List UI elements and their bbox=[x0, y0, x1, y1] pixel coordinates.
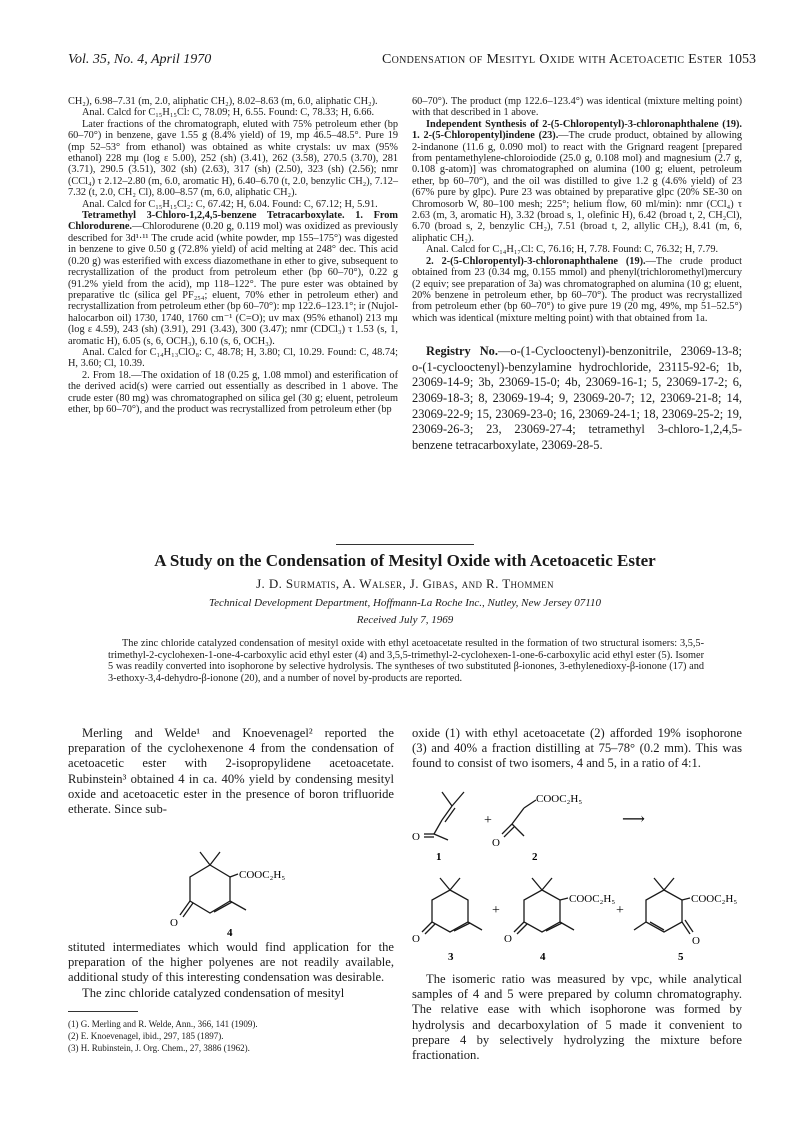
compound-number-3: 3 bbox=[448, 951, 454, 963]
double-bond bbox=[445, 808, 455, 822]
body-right-column-top bbox=[412, 726, 742, 772]
double-bond bbox=[214, 902, 232, 912]
journal-citation: Vol. 35, No. 4, April 1970 bbox=[68, 52, 212, 67]
article-affiliation: Technical Development Department, Hoffmann-La Roche Inc., Nutley, New Jersey 07110 bbox=[209, 597, 601, 609]
paragraph: Merling and Welde¹ and Knoevenagel² reported the preparation of the cyclohexenone 4 from the condensation of acetoacetic ester with 2-isopropylidene acetoacetate. Rubinstein³ obtained 4 in ca. 40% yield by condensing mesityl oxide and acetoacetic ester in the presence of boron trifluoride etherate. Since sub- bbox=[68, 726, 394, 817]
ring-bond bbox=[432, 890, 468, 932]
page-number: 1053 bbox=[728, 52, 756, 67]
registry-paragraph bbox=[412, 344, 742, 453]
paragraph-text: —The crude product obtained from 23 (0.34 mg, 0.155 mmol) and phenyl(trichloromethyl)mercury (2 equiv; see preparation of 3a) was chromatographed on alumina (10 g; eluent, 20% benzene in petroleum ether, bp 60–70°). The product was recrystallized from petroleum ether (bp 60–70°) to give pure 19 (20 mg, 49%, mp 51–52.5°) which was identical (mixture melting point) with that obtained from 1a. bbox=[412, 255, 743, 324]
footnote-divider bbox=[68, 1011, 138, 1012]
bond bbox=[434, 834, 448, 840]
ester-bond bbox=[682, 898, 690, 900]
previous-article-right-column bbox=[412, 96, 742, 453]
reaction-scheme bbox=[412, 790, 742, 970]
oxygen-label: O bbox=[412, 831, 420, 843]
double-bond bbox=[442, 806, 452, 820]
ester-bond bbox=[524, 800, 536, 808]
methyl-bond bbox=[542, 878, 552, 890]
section-heading: Independent Synthesis of 2-(5-Chloropentyl)-3-chloronaphthalene (19). 1. 2-(5-Chloropentyl)indene (23). bbox=[412, 118, 742, 142]
paragraph: CH₂), 6.98–7.31 (m, 2.0, aliphatic CH₂), 8.02–8.63 (m, 6.0, aliphatic CH₂). bbox=[68, 96, 378, 107]
paragraph: 2. From 18.—The oxidation of 18 (0.25 g, 1.08 mmol) and esterification of the derived acid(s) were carried out essentially as described in 1 above. The crude ester (80 mg) was chromatographed on silica gel (30 g; eluent, petroleum ether, bp 60–70°), and the product was recrystallized from petroleum ether (bp bbox=[68, 369, 398, 415]
reaction-arrow: ⟶ bbox=[622, 811, 645, 828]
registry-heading: Registry No. bbox=[426, 344, 498, 359]
methyl-bond bbox=[450, 878, 460, 890]
methyl-bond bbox=[634, 922, 646, 930]
carbonyl-bond bbox=[425, 924, 435, 934]
paragraph: Later fractions of the chromatograph, eluted with 75% petroleum ether (bp 60–70°) in benzene, gave 1.55 g (8.4% yield) of 19, mp 46.5–48.5°. Pure 19 (mp 52–53° from ethanol) was obtained as white crystals: uv max (95% ethanol) 228 mμ (log ε 5.00), 252 (sh) (3.41), 262 (3.58), 270.5 (3.70), 281 (3.71), 290.5 (3.51), 302 (sh) (2.63), 317 (sh) (2.50), 323 (sh) (2.56); nmr (CCl₄) τ 2.12–2.80 (m, 6.0, aromatic H), 6.40–6.70 (t, 2.0, benzylic CH₂), 7.12–7.32 (t, 2.0, CH₂ Cl), 8.00–8.57 (m, 6.0, aliphatic CH₂). bbox=[68, 118, 398, 199]
section-heading: Tetramethyl 3-Chloro-1,2,4,5-benzene Tetracarboxylate. 1. From Chlorodurene. bbox=[68, 210, 398, 233]
carbonyl-bond bbox=[514, 922, 524, 932]
methyl-bond bbox=[664, 878, 674, 890]
ester-label: COOC₂H₅ bbox=[239, 869, 286, 881]
oxygen-label: O bbox=[170, 917, 178, 929]
compound-number-4: 4 bbox=[227, 927, 233, 939]
running-title: Condensation of Mesityl Oxide with Acetoacetic Ester bbox=[382, 52, 723, 67]
oxygen-label: O bbox=[412, 933, 420, 945]
running-header bbox=[68, 52, 756, 74]
ester-label: COOC₂H₅ bbox=[569, 893, 616, 905]
structure-4 bbox=[160, 850, 320, 940]
ring-bond bbox=[646, 890, 682, 932]
paragraph bbox=[68, 210, 398, 347]
carbonyl-bond bbox=[180, 901, 190, 915]
registry-text: —o-(1-Cyclooctenyl)-benzonitrile, 23069-13-8; o-(1-cyclooctenyl)-benzylamine hydrochloride, 23115-92-6; 1b, 23069-14-9; 3b, 23069-15-0; 4b, 23069-16-1; 5, 23069-17-2; 6, 23069-18-3; 8, 23069-19-4; 9, 23069-20-7; 12, 23069-21-8; 14, 23069-22-9; 15, 23069-23-0; 16, 23069-24-1; 18, 23069-25-2; 19, 23069-26-3; 23, 23069-27-4; tetramethyl 3-chloro-1,2,4,5-benzene tetracarboxylate, 23069-28-5. bbox=[412, 344, 742, 452]
analysis-paragraph: Anal. Calcd for C₁₄H₁₃ClO₈: C, 48.78; H, 3.80; Cl, 10.29. Found: C, 48.74; H, 3.60; Cl, 10.39. bbox=[68, 346, 398, 370]
methyl-bond bbox=[654, 878, 664, 890]
paragraph bbox=[412, 119, 742, 244]
abstract: The zinc chloride catalyzed condensation of mesityl oxide with ethyl acetoacetate resulted in the formation of two structural isomers: 3,5,5-trimethyl-2-cyclohexen-1-one-4-carboxylic acid ethyl ester (4) and 3,5,5-trimethyl-2-cyclohexen-1-one-6-carboxylic acid ethyl ester (5). Isomer 5 was readily converted into isophorone by selective hydrolysis. The syntheses of two substituted β-ionones, 3-ethylenedioxy-β-ionone (17) and 3-ethoxy-3,4-dehydro-β-ionone (20), and a number of novel by-products are reported. bbox=[108, 638, 704, 684]
bond bbox=[512, 808, 524, 824]
carbonyl-bond bbox=[422, 922, 432, 932]
carbonyl-bond bbox=[685, 920, 693, 932]
plus-sign: + bbox=[616, 903, 624, 918]
body-left-column-bottom bbox=[68, 940, 394, 1001]
section-heading: 2. 2-(5-Chloropentyl)-3-chloronaphthalene (19). bbox=[426, 255, 646, 267]
compound-number-4: 4 bbox=[540, 951, 546, 963]
bond bbox=[512, 824, 524, 836]
article-title: A Study on the Condensation of Mesityl Oxide with Acetoacetic Ester bbox=[154, 551, 656, 570]
article-authors: J. D. Surmatis, A. Walser, J. Gibas, and R. Thommen bbox=[256, 576, 554, 591]
paragraph: The zinc chloride catalyzed condensation of mesityl bbox=[82, 985, 345, 1000]
methyl-bond bbox=[210, 852, 220, 865]
ester-bond bbox=[560, 898, 568, 900]
compound-number-2: 2 bbox=[532, 851, 538, 863]
bond bbox=[434, 820, 442, 834]
carbonyl-bond bbox=[682, 922, 690, 934]
ester-bond bbox=[230, 874, 238, 877]
section-divider bbox=[336, 544, 474, 545]
paragraph: 60–70°). The product (mp 122.6–123.4°) was identical (mixture melting point) with that described in 1 above. bbox=[412, 96, 742, 119]
oxygen-label: O bbox=[504, 933, 512, 945]
analysis-paragraph: Anal. Calcd for C₁₅H₁₅Cl: C, 78.09; H, 6.55. Found: C, 78.33; H, 6.66. bbox=[82, 107, 375, 119]
carbonyl-bond bbox=[183, 903, 193, 917]
paragraph bbox=[412, 256, 742, 324]
methyl-bond bbox=[468, 922, 482, 930]
footnote: (1) G. Merling and R. Welde, Ann., 366, 141 (1909). bbox=[68, 1019, 258, 1029]
double-bond bbox=[546, 923, 562, 931]
methyl-bond bbox=[560, 922, 574, 930]
ring-bond bbox=[524, 890, 560, 932]
paragraph-text: —The crude product, obtained by allowing 2-indanone (11.6 g, 0.090 mol) to react with the Grignard reagent [prepared from pentamethylene-chloroiodide (25.0 g, 0.108 mol) and magnesium (2.7 g, 0.108 g-atom)] was chromatographed on alumina (100 g; eluent, petroleum ether, bp 60–70°), and the oil was distilled to give 1.2 g (4.6% yield) of 23 (67% pure by glpc). Pure 23 was obtained by preparative glpc (20% SE-30 on Chromosorb W, 80–100 mesh; 225°; helium flow, 60 ml/min): nmr (CCl₄) τ 2.63 (m, 3, aromatic H), 3.32 (broad s, 1, olefinic H), 6.42 (broad t, 2, CH₂Cl), 6.70 (broad s, 2, benzylic CH₂), 7.51 (broad t, 2, allylic CH₂), 8.41 (m, 6, aliphatic CH₂). bbox=[412, 130, 742, 244]
bond bbox=[452, 792, 464, 806]
oxygen-label: O bbox=[492, 837, 500, 849]
compound-number-5: 5 bbox=[678, 951, 684, 963]
bond bbox=[442, 792, 452, 806]
paragraph-text: —Chlorodurene (0.20 g, 0.119 mol) was oxidized as previously described for 3d¹·¹¹ The crude acid (white powder, mp 155–175°) was digested in benzene to give 0.50 g (72.8% yield) of acid melting at 248° dec. This acid (0.20 g) was esterified with excess diazomethane in ether to give, subsequent to recrystallization of the product from petroleum ether (bp 60–70°), 0.22 g (91.2% yield from the acid), mp 118–122°. The pure ester was obtained by preparative tlc (silica gel PF₂₅₄; eluent, 70% ether in petroleum ether) and recrystallization from petroleum ether (bp 60–70°): mp 122.6–123.1°; ir (Nujol-halocarbon oil) 1730, 1740, 1760 cm⁻¹ (C=O); uv max (95% ethanol) 213 mμ (log ε 4.59), 243 (sh) (3.91), 291 (3.43), 300 (3.47); nmr (CDCl₃) τ 1.53 (s, 1, aromatic H), 6.05 (s, 6, OCH₃), 6.10 (s, 6, OCH₃). bbox=[68, 221, 398, 347]
footnotes bbox=[68, 1018, 394, 1054]
paragraph: The isomeric ratio was measured by vpc, while analytical samples of 4 and 5 were prepared by column chromatography. The relative ease with which isophorone was formed by hydrolysis and decarboxylation of 5 made it convenient to prepare 4 by selectively hydrolyzing the mixture before fractionation. bbox=[412, 972, 742, 1063]
previous-article-left-column bbox=[68, 96, 398, 415]
ester-label: COOC₂H₅ bbox=[691, 893, 738, 905]
ester-label: COOC₂H₅ bbox=[536, 793, 583, 805]
paragraph: oxide (1) with ethyl acetoacetate (2) afforded 19% isophorone (3) and 40% a fraction distilling at 75–78° (0.2 mm). This was found to consist of two isomers, 4 and 5, in a ratio of 4:1. bbox=[412, 726, 742, 771]
methyl-bond bbox=[230, 901, 246, 910]
methyl-bond bbox=[200, 852, 210, 865]
carbonyl-bond bbox=[502, 824, 512, 834]
double-bond bbox=[454, 923, 470, 931]
body-right-column-bottom bbox=[412, 972, 742, 1063]
methyl-bond bbox=[532, 878, 542, 890]
compound-number-1: 1 bbox=[436, 851, 442, 863]
analysis-paragraph: Anal. Calcd for C₁₄H₁₇Cl: C, 76.16; H, 7.78. Found: C, 76.32; H, 7.79. bbox=[426, 244, 719, 256]
body-left-column-top bbox=[68, 726, 394, 817]
paragraph: stituted intermediates which would find application for the preparation of the higher polyenes are not readily available, additional study of this interesting condensation was desirable. bbox=[68, 940, 394, 985]
received-date: Received July 7, 1969 bbox=[356, 614, 454, 626]
carbonyl-bond bbox=[517, 924, 527, 934]
footnote: (3) H. Rubinstein, J. Org. Chem., 27, 3886 (1962). bbox=[68, 1043, 250, 1053]
plus-sign: + bbox=[492, 903, 500, 918]
footnote: (2) E. Knoevenagel, ibid., 297, 185 (1897). bbox=[68, 1031, 224, 1041]
oxygen-label: O bbox=[692, 935, 700, 947]
plus-sign: + bbox=[484, 813, 492, 828]
carbonyl-bond bbox=[504, 827, 514, 837]
methyl-bond bbox=[440, 878, 450, 890]
analysis-paragraph: Anal. Calcd for C₁₅H₁₅Cl₂: C, 67.42; H, 6.04. Found: C, 67.12; H, 5.91. bbox=[82, 198, 378, 210]
